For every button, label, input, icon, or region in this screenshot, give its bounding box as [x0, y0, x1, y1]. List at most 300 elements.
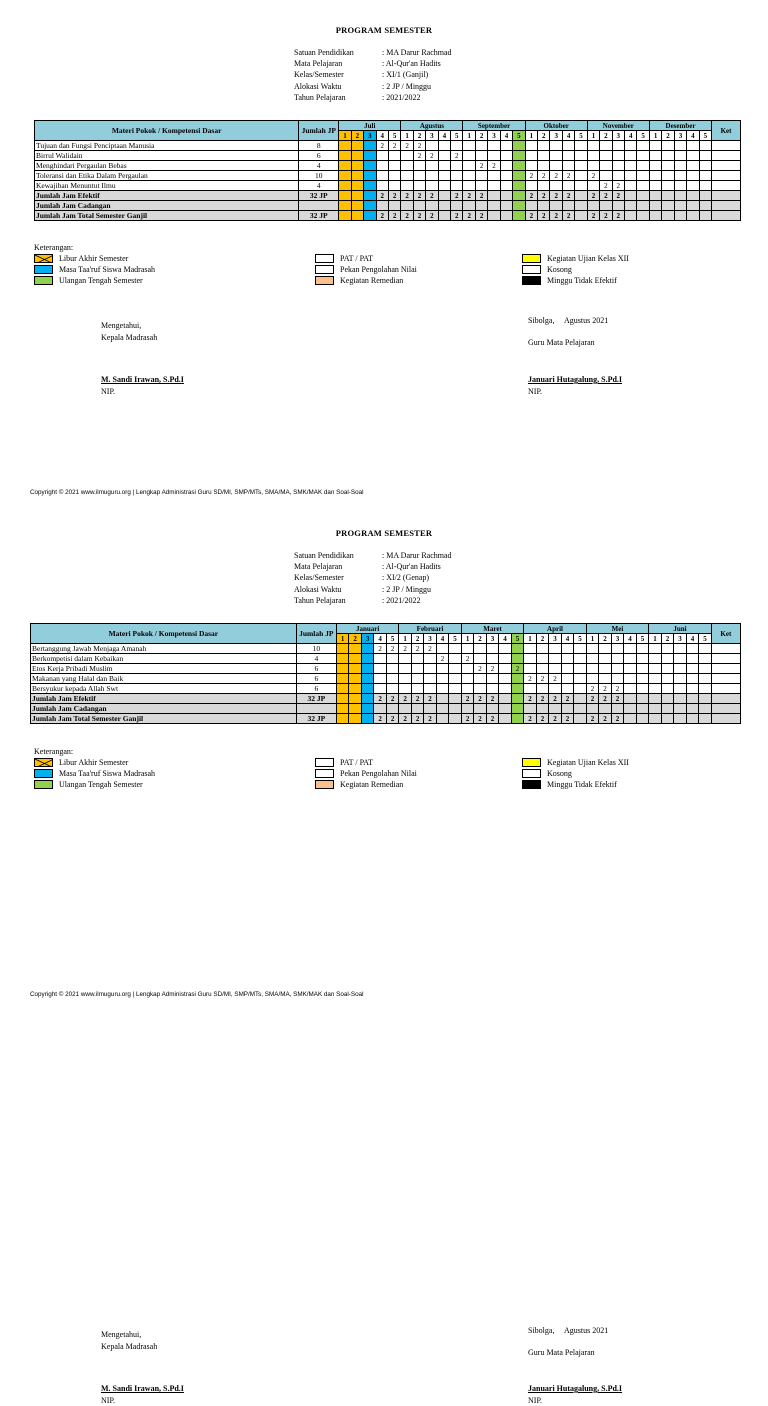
week-cell [486, 644, 498, 654]
sig-left-name: M. Sandi Irawan, S.Pd.I [101, 374, 184, 386]
week-cell [524, 664, 536, 674]
week-cell: 2 [525, 171, 537, 181]
header-jumlah-jp: Jumlah JP [299, 121, 339, 141]
legend-label: PAT / PAT [340, 757, 373, 768]
week-number: 4 [624, 634, 636, 644]
week-number: 3 [549, 634, 561, 644]
week-cell [436, 644, 448, 654]
jp-cell [296, 704, 336, 714]
identity-value: : 2 JP / Minggu [382, 81, 522, 92]
legend-label: Pekan Pengolahan Nilai [340, 768, 417, 779]
week-cell [636, 694, 649, 704]
week-cell [637, 191, 649, 201]
week-cell: 2 [411, 644, 423, 654]
week-cell [674, 151, 686, 161]
week-cell [475, 201, 487, 211]
pengolahan-swatch-icon [315, 265, 334, 274]
week-number: 5 [449, 634, 462, 644]
week-cell [426, 181, 438, 191]
materi-cell: Makanan yang Halal dan Baik [31, 674, 297, 684]
week-cell: 2 [386, 714, 399, 724]
week-cell [661, 674, 673, 684]
sig-left-line1: Mengetahui, [101, 1329, 157, 1341]
week-cell: 2 [586, 694, 598, 704]
week-number: 3 [674, 131, 686, 141]
month-header: Januari [336, 624, 398, 634]
identity-value: : 2021/2022 [382, 92, 522, 103]
week-cell [538, 181, 550, 191]
week-cell: 2 [374, 644, 386, 654]
ket-cell [712, 171, 741, 181]
week-cell [361, 654, 373, 664]
week-cell: 2 [538, 211, 550, 221]
week-cell [374, 684, 386, 694]
week-number: 5 [637, 131, 649, 141]
week-number: 5 [574, 634, 587, 644]
week-cell [449, 674, 462, 684]
week-cell: 2 [550, 191, 562, 201]
sig-left-name: M. Sandi Irawan, S.Pd.I [101, 1383, 184, 1395]
sig-right-name: Januari Hutagalung, S.Pd.I [528, 1383, 622, 1395]
week-cell [461, 644, 473, 654]
week-cell [600, 201, 612, 211]
week-cell [339, 171, 351, 181]
week-cell: 2 [401, 191, 413, 201]
week-cell [536, 664, 548, 674]
week-cell: 2 [536, 674, 548, 684]
month-header-row [35, 121, 741, 131]
week-number: 4 [561, 634, 573, 644]
week-cell [637, 161, 649, 171]
week-cell [561, 664, 573, 674]
week-cell [637, 181, 649, 191]
week-number: 2 [600, 131, 612, 141]
week-cell [451, 141, 463, 151]
week-cell [649, 684, 661, 694]
week-cell [674, 211, 686, 221]
week-cell [511, 694, 524, 704]
week-cell: 2 [612, 211, 624, 221]
week-cell [574, 684, 587, 694]
week-cell: 2 [562, 171, 574, 181]
week-number: 1 [336, 634, 348, 644]
week-cell [413, 171, 425, 181]
week-cell [549, 664, 561, 674]
week-cell [374, 664, 386, 674]
week-cell [339, 161, 351, 171]
table-row [31, 674, 741, 684]
week-cell [687, 141, 699, 151]
identity-block [294, 47, 522, 103]
identity-row [294, 81, 522, 92]
week-cell [586, 674, 598, 684]
libur-swatch-icon [34, 254, 53, 263]
week-cell [674, 644, 686, 654]
week-cell: 2 [600, 191, 612, 201]
week-cell: 2 [600, 181, 612, 191]
week-cell [513, 181, 525, 191]
month-header: Agustus [401, 121, 463, 131]
header-materi: Materi Pokok / Kompetensi Dasar [31, 624, 297, 644]
week-cell: 2 [424, 644, 436, 654]
week-cell [411, 704, 423, 714]
week-cell [500, 181, 512, 191]
week-cell [401, 201, 413, 211]
week-cell [361, 714, 373, 724]
week-cell [388, 151, 400, 161]
week-cell [336, 644, 348, 654]
week-cell [524, 684, 536, 694]
document-page-2 [0, 503, 768, 1006]
week-cell [376, 161, 388, 171]
week-cell: 2 [413, 151, 425, 161]
signature-left [101, 320, 157, 343]
week-cell [624, 684, 636, 694]
ket-cell [711, 714, 740, 724]
month-header: Juni [649, 624, 711, 634]
week-cell [674, 704, 686, 714]
week-cell [524, 704, 536, 714]
week-cell [538, 151, 550, 161]
week-number: 1 [649, 634, 661, 644]
week-number: 3 [424, 634, 436, 644]
week-cell [424, 684, 436, 694]
week-cell [587, 201, 599, 211]
week-cell [649, 191, 661, 201]
jp-cell: 6 [299, 151, 339, 161]
week-cell [438, 141, 450, 151]
week-cell [336, 664, 348, 674]
week-cell [587, 151, 599, 161]
week-cell [625, 211, 637, 221]
week-cell [699, 674, 712, 684]
week-cell: 2 [451, 191, 463, 201]
materi-cell: Jumlah Jam Efektif [31, 694, 297, 704]
jp-cell: 32 JP [296, 714, 336, 724]
week-cell [612, 141, 624, 151]
week-cell [376, 201, 388, 211]
week-cell [674, 171, 686, 181]
week-cell [386, 704, 399, 714]
week-cell [339, 191, 351, 201]
legend-item [34, 253, 155, 264]
week-cell [699, 211, 711, 221]
week-cell [364, 181, 376, 191]
week-number: 3 [361, 634, 373, 644]
week-cell [625, 201, 637, 211]
week-cell [562, 201, 574, 211]
week-cell [424, 654, 436, 664]
week-cell [488, 201, 500, 211]
month-header-row [31, 624, 741, 634]
table-row [35, 171, 741, 181]
week-cell [649, 161, 661, 171]
week-cell [364, 151, 376, 161]
legend-item [34, 779, 155, 790]
week-cell [475, 171, 487, 181]
week-cell [364, 161, 376, 171]
week-cell: 2 [599, 684, 611, 694]
week-cell [399, 674, 411, 684]
week-cell [575, 151, 587, 161]
identity-row [294, 595, 522, 606]
legend-label: Kosong [547, 264, 572, 275]
pat-swatch-icon [315, 254, 334, 263]
ket-cell [711, 704, 740, 714]
sig-right-role: Guru Mata Pelajaran [528, 1342, 608, 1364]
week-cell [550, 181, 562, 191]
ket-cell [712, 181, 741, 191]
week-cell [699, 714, 712, 724]
week-cell [339, 201, 351, 211]
week-number: 2 [351, 131, 363, 141]
week-cell: 2 [424, 714, 436, 724]
legend-column-3 [522, 253, 629, 286]
identity-value: : 2 JP / Minggu [382, 584, 522, 595]
identity-value: : XI/2 (Genap) [382, 572, 522, 583]
week-cell [574, 714, 587, 724]
week-cell [513, 201, 525, 211]
week-cell [662, 151, 674, 161]
week-cell [574, 654, 587, 664]
week-number: 3 [364, 131, 376, 141]
week-number: 1 [649, 131, 661, 141]
week-cell [649, 201, 661, 211]
week-cell [388, 181, 400, 191]
week-cell: 2 [388, 141, 400, 151]
week-cell [625, 171, 637, 181]
week-number: 1 [399, 634, 411, 644]
week-cell: 2 [600, 211, 612, 221]
week-cell [637, 201, 649, 211]
week-cell: 2 [486, 714, 498, 724]
week-number: 5 [575, 131, 587, 141]
week-cell: 2 [474, 714, 486, 724]
week-cell [649, 694, 661, 704]
sig-left-line2: Kepala Madrasah [101, 1341, 157, 1353]
week-cell [686, 664, 698, 674]
week-cell: 2 [411, 694, 423, 704]
week-cell: 2 [562, 191, 574, 201]
ket-cell [711, 684, 740, 694]
week-cell [612, 151, 624, 161]
week-cell [386, 664, 399, 674]
week-cell [349, 654, 361, 664]
week-cell [674, 141, 686, 151]
identity-row [294, 92, 522, 103]
week-cell: 2 [424, 694, 436, 704]
signature-right [528, 310, 608, 354]
week-cell [686, 644, 698, 654]
week-cell [600, 151, 612, 161]
week-cell: 2 [475, 211, 487, 221]
week-cell [536, 684, 548, 694]
signature-right-name-block [528, 1383, 622, 1406]
week-cell: 2 [413, 141, 425, 151]
week-cell [499, 714, 511, 724]
legend-label: Libur Akhir Semester [59, 757, 128, 768]
week-cell [611, 654, 623, 664]
week-cell [699, 181, 711, 191]
week-cell [486, 704, 498, 714]
week-cell [674, 664, 686, 674]
week-cell: 2 [524, 674, 536, 684]
week-cell: 2 [561, 694, 573, 704]
week-cell [612, 161, 624, 171]
week-cell [674, 654, 686, 664]
week-cell [488, 181, 500, 191]
week-number: 3 [426, 131, 438, 141]
week-cell [399, 684, 411, 694]
week-number: 1 [587, 131, 599, 141]
week-cell [511, 644, 524, 654]
week-cell [536, 704, 548, 714]
week-number: 2 [475, 131, 487, 141]
identity-row [294, 550, 522, 561]
week-cell: 2 [376, 191, 388, 201]
week-cell [561, 684, 573, 694]
week-cell [549, 654, 561, 664]
week-cell [463, 161, 475, 171]
week-cell: 2 [549, 674, 561, 684]
week-cell [625, 181, 637, 191]
week-cell [436, 674, 448, 684]
identity-row [294, 572, 522, 583]
week-cell [699, 684, 712, 694]
legend-label: Libur Akhir Semester [59, 253, 128, 264]
week-cell: 2 [612, 191, 624, 201]
week-cell [687, 151, 699, 161]
week-number: 1 [463, 131, 475, 141]
week-cell [687, 211, 699, 221]
week-cell [661, 694, 673, 704]
legend-label: Ulangan Tengah Semester [59, 275, 143, 286]
week-cell [499, 694, 511, 704]
week-cell [587, 181, 599, 191]
week-cell [413, 161, 425, 171]
week-cell: 2 [550, 211, 562, 221]
legend-label: Kegiatan Remedian [340, 275, 403, 286]
week-cell: 2 [436, 654, 448, 664]
week-cell [550, 161, 562, 171]
week-cell [349, 644, 361, 654]
week-cell [513, 161, 525, 171]
week-cell [364, 211, 376, 221]
week-cell [388, 171, 400, 181]
jp-cell: 4 [299, 161, 339, 171]
week-cell: 2 [463, 191, 475, 201]
week-cell [611, 674, 623, 684]
identity-label: Kelas/Semester [294, 69, 382, 80]
week-cell [449, 654, 462, 664]
week-number: 1 [524, 634, 536, 644]
week-cell [486, 674, 498, 684]
month-header: Desember [649, 121, 711, 131]
week-cell [636, 654, 649, 664]
week-cell [364, 141, 376, 151]
week-cell [475, 151, 487, 161]
week-cell [575, 141, 587, 151]
week-cell [336, 694, 348, 704]
signature-left [101, 1329, 157, 1352]
legend-item [34, 264, 155, 275]
identity-row [294, 561, 522, 572]
week-cell [461, 674, 473, 684]
week-cell: 2 [611, 714, 623, 724]
week-cell [499, 704, 511, 714]
week-number: 4 [436, 634, 448, 644]
week-cell [511, 654, 524, 664]
week-cell: 2 [599, 694, 611, 704]
week-cell [611, 644, 623, 654]
week-cell: 2 [413, 191, 425, 201]
legend-title: Keterangan: [34, 746, 73, 757]
header-ket: Ket [712, 121, 741, 141]
week-cell: 2 [401, 141, 413, 151]
week-cell [538, 201, 550, 211]
identity-row [294, 69, 522, 80]
identity-label: Alokasi Waktu [294, 584, 382, 595]
signature-right-name-block [528, 374, 622, 397]
week-cell [351, 141, 363, 151]
legend-label: Minggu Tidak Efektif [547, 779, 617, 790]
legend-column-2 [315, 757, 417, 790]
table-row [31, 664, 741, 674]
materi-cell: Menghindari Pergaulan Bebas [35, 161, 299, 171]
week-cell [361, 674, 373, 684]
week-cell: 2 [374, 714, 386, 724]
week-cell: 2 [612, 181, 624, 191]
week-number: 4 [374, 634, 386, 644]
kosong-swatch-icon [522, 769, 541, 778]
week-cell [500, 211, 512, 221]
week-cell [426, 201, 438, 211]
materi-cell: Bersyukur kepada Allah Swt [31, 684, 297, 694]
week-number: 4 [438, 131, 450, 141]
week-cell [611, 704, 623, 714]
week-cell [661, 654, 673, 664]
week-cell [413, 201, 425, 211]
week-cell [401, 151, 413, 161]
month-header: Oktober [525, 121, 587, 131]
week-number: 5 [699, 131, 711, 141]
week-cell [574, 694, 587, 704]
week-cell [451, 161, 463, 171]
week-number: 5 [636, 634, 649, 644]
taaruf-swatch-icon [34, 769, 53, 778]
identity-label: Kelas/Semester [294, 572, 382, 583]
week-cell [474, 644, 486, 654]
week-cell: 2 [549, 694, 561, 704]
identity-block [294, 550, 522, 606]
week-cell [574, 704, 587, 714]
month-header: Juli [339, 121, 401, 131]
legend-label: Kegiatan Ujian Kelas XII [547, 253, 629, 264]
week-number: 2 [413, 131, 425, 141]
week-cell [687, 161, 699, 171]
legend-column-1 [34, 757, 155, 790]
week-cell [549, 704, 561, 714]
ket-cell [712, 161, 741, 171]
week-cell [649, 171, 661, 181]
week-cell [586, 704, 598, 714]
week-number: 4 [625, 131, 637, 141]
week-number: 4 [687, 131, 699, 141]
week-cell [388, 201, 400, 211]
identity-label: Alokasi Waktu [294, 81, 382, 92]
week-cell: 2 [538, 191, 550, 201]
week-cell [636, 714, 649, 724]
